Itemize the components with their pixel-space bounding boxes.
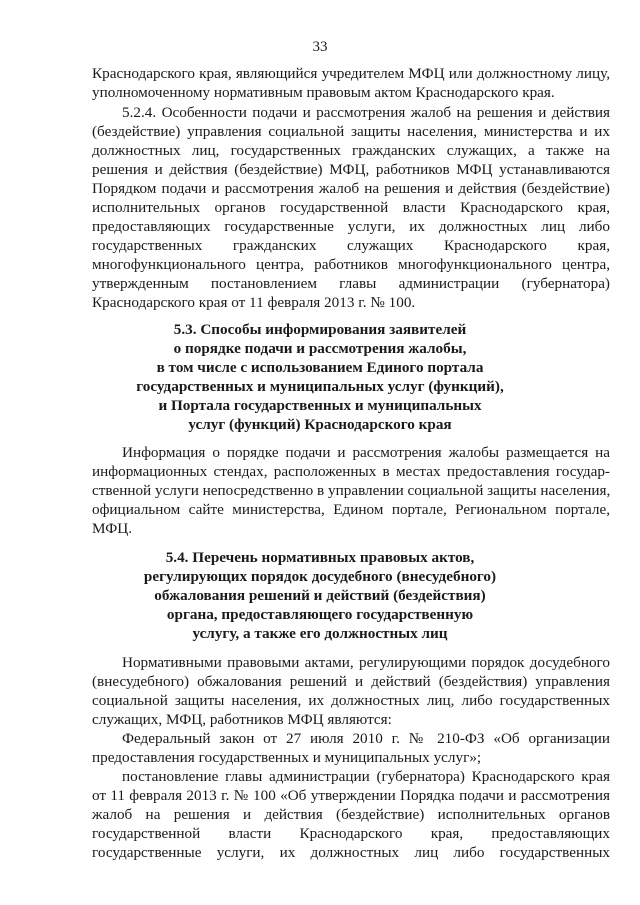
text-line: решения и действия (бездействие) МФЦ, работников МФЦ устанавливаются [92,161,610,178]
section-heading-5-4-line: услугу, а также его должностных лиц [192,625,448,642]
text-line: официальном сайте министерства, Едином портале, Региональном портале, [92,501,610,518]
text-line: Порядком подачи и рассмотрения жалоб на решения и действия (бездействие) [92,180,610,197]
text-line: Краснодарского края от 11 февраля 2013 г. № 100. [92,294,416,311]
text-line: предоставления государственных и муниципальных услуг»; [92,749,482,766]
text-line: (внесудебного) обжалования решений и действий (бездействия) управления [92,673,610,690]
text-line: многофункционального центра, работников многофункционального центра, [92,256,610,273]
text-line: должностных лиц, государственных гражданских служащих, а также на [92,142,610,159]
section-heading-5-3: 5.3. Способы информирования заявителей [173,321,467,338]
text-line: служащих, МФЦ, работников МФЦ являются: [92,711,392,728]
text-line: утвержденным постановлением главы администрации (губернатора) [92,275,610,292]
text-line: от 11 февраля 2013 г. № 100 «Об утверждении Порядка подачи и рассмотрения [92,787,610,804]
text-line: предоставляющих государственные услуги, их должностных лиц либо [92,218,610,235]
section-heading-5-3-line: о порядке подачи и рассмотрения жалобы, [173,340,467,357]
page-number: 33 [312,39,328,55]
text-line: уполномоченному нормативным правовым актом Краснодарского края. [92,84,555,101]
text-line: государственной власти Краснодарского края, предоставляющих [92,825,610,842]
section-heading-5-4-line: органа, предоставляющего государственную [166,606,474,623]
text-line: ственной услуги непосредственно в управлении социальной защиты населения, [92,482,611,499]
list-item-federal-law: Федеральный закон от 27 июля 2010 г. № 210-ФЗ «Об организации [122,730,610,747]
text-line: исполнительных органов государственной власти Краснодарского края, [92,199,610,216]
paragraph-acts-start: Нормативными правовыми актами, регулирующими порядок досудебного [122,654,610,671]
text-line: МФЦ. [92,520,133,537]
section-heading-5-4-line: регулирующих порядок досудебного (внесудебного) [143,568,497,585]
text-line: государственных гражданских служащих Краснодарского края, [92,237,610,254]
section-heading-5-3-line: государственных и муниципальных услуг (функций), [136,378,504,395]
list-item-resolution: постановление главы администрации (губернатора) Краснодарского края [122,768,610,785]
text-line: государственные услуги, их должностных лиц либо государственных [92,844,610,861]
text-line: (бездействие) управления социальной защиты населения, министерства и их [92,123,610,140]
text-line: информационных стендах, расположенных в местах предоставления государ- [92,463,610,480]
paragraph-info-start: Информация о порядке подачи и рассмотрения жалобы размещается на [122,444,610,461]
section-heading-5-4-line: обжалования решений и действий (бездействия) [154,587,486,604]
section-heading-5-4: 5.4. Перечень нормативных правовых актов, [165,549,475,566]
text-line: социальной защиты населения, их должностных лиц, либо государственных [92,692,610,709]
paragraph-5-2-4-start: 5.2.4. Особенности подачи и рассмотрения жалоб на решения и действия [122,104,610,121]
section-heading-5-3-line: в том числе с использованием Единого портала [156,359,484,376]
section-heading-5-3-line: и Портала государственных и муниципальных [158,397,482,414]
text-line: Краснодарского края, являющийся учредителем МФЦ или должностному лицу, [92,65,610,82]
section-heading-5-3-line: услуг (функций) Краснодарского края [188,416,452,433]
text-line: жалоб на решения и действия (бездействие) исполнительных органов [92,806,610,823]
